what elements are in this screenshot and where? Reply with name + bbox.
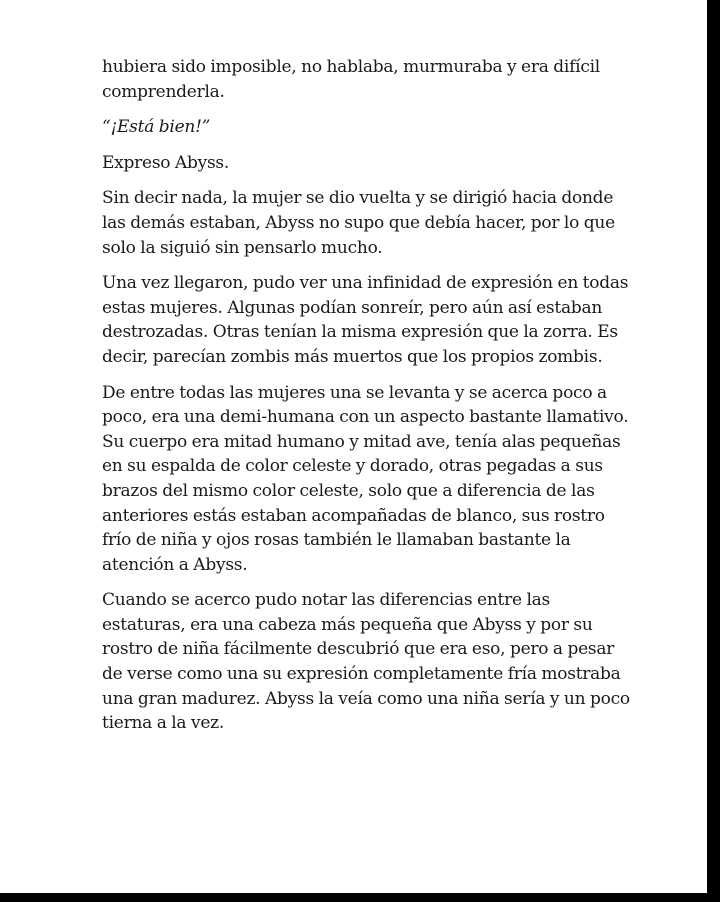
paragraph: De entre todas las mujeres una se levanta y se acerca poco a poco, era una demi-humana con un aspecto bastante llamativo. Su cuerpo era mitad humano y mitad ave, tenía alas pequeñas en su espalda de color celeste y dorado, otras pegadas a sus brazos del mismo color celeste, solo que a diferencia de las anteriores estás estaban acompañadas de blanco, sus rostro frío de niña y ojos rosas también le llamaban bastante la atención a Abyss. xyxy=(102,382,629,575)
paragraph: Sin decir nada, la mujer se dio vuelta y se dirigió hacia donde las demás estaban, Abyss no supo que debía hacer, por lo que solo la siguió sin pensarlo mucho. xyxy=(102,188,615,258)
paragraph: Cuando se acerco pudo notar las diferencias entre las estaturas, era una cabeza más pequeña que Abyss y por su rostro de niña fácilmente descubrió que era eso, pero a pesar de verse como una su expresión completamente fría mostraba una gran madurez. Abyss la veía como una niña sería y un poco tierna a la vez. xyxy=(102,590,630,734)
paragraph: Expreso Abyss. xyxy=(102,152,230,173)
document-body xyxy=(102,55,630,747)
dialogue-line: “¡Está bien!” xyxy=(102,117,211,138)
paragraph: Una vez llegaron, pudo ver una infinidad de expresión en todas estas mujeres. Algunas podían sonreír, pero aún así estaban destrozadas. Otras tenían la misma expresión que la zorra. Es decir, parecían zombis más muertos que los propios zombis. xyxy=(102,273,629,367)
paragraph: hubiera sido imposible, no hablaba, murmuraba y era difícil comprenderla. xyxy=(102,57,600,102)
